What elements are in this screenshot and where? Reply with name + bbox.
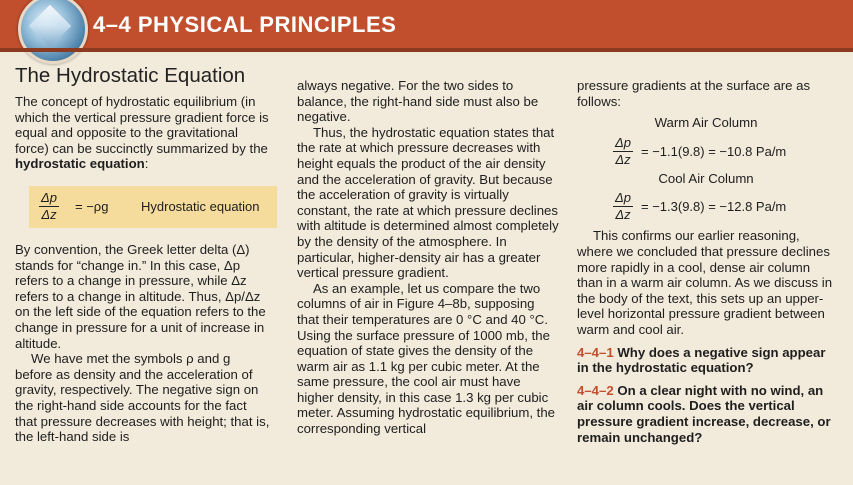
equation-fraction: $\frac{\Delta p}{\Delta z}$ (41, 189, 57, 222)
warm-column-label: Warm Air Column (654, 115, 758, 131)
column-3 (577, 78, 835, 445)
symbols-paragraph: We have met the symbols ρ and g before as density and the acceleration of gravity, respectively. The negative sign on the right-hand side accounts for the fact that pressure decreases with height; that is, the left-hand side is (15, 351, 270, 445)
warm-column-equation: $\frac{\Delta p}{\Delta z}$ = −1.1(9.8) = −10.8 Pa/m (615, 134, 787, 167)
section-title: 4–4 PHYSICAL PRINCIPLES (93, 12, 397, 37)
crystal-logo-icon (18, 0, 88, 64)
column-1 (15, 64, 270, 445)
continuation-paragraph: always negative. For the two sides to balance, the right-hand side must also be negative. (297, 78, 539, 125)
section-header (0, 0, 853, 52)
header-divider (0, 48, 853, 52)
delta-paragraph: By convention, the Greek letter delta (Δ) stands for “change in.” In this case, Δp refers to a change in pressure, while Δz refers to a change in altitude. Thus, Δp/Δz on the left side of the equation refers to the change in pressure for a unit of increase in altitude. (15, 241, 266, 351)
equation-label: Hydrostatic equation (141, 198, 260, 214)
question-2: 4–4–2 On a clear night with no wind, an air column cools. Does the vertical pressure gradient increase, decrease, or remain unchanged? (577, 382, 831, 445)
example-paragraph: As an example, let us compare the two columns of air in Figure 4–8b, supposing that their temperatures are 0 °C and 40 °C. Using the surface pressure of 1000 mb, the equation of state gives the density of the warm air as 1.1 kg per cubic meter. At the same pressure, the cool air must have higher density, in this case 1.3 kg per cubic meter. Assuming hydrostatic equilibrium, the corresponding vertical (297, 280, 556, 437)
equation-rhs: = −ρg (75, 198, 109, 214)
cool-column-label: Cool Air Column (658, 170, 754, 186)
conclusion-paragraph: This confirms our earlier reasoning, where we concluded that pressure declines more rapidly in a cool, dense air column than in a warm air column. As we discuss in the body of the text, this sets up an upper-level horizontal pressure gradient between warm and cool air. (577, 228, 833, 337)
section-heading: The Hydrostatic Equation (15, 64, 246, 87)
cool-column-equation: $\frac{\Delta p}{\Delta z}$ = −1.3(9.8) = −12.8 Pa/m (615, 190, 787, 223)
hydrostatic-equation-box (29, 186, 277, 228)
intro-paragraph: The concept of hydrostatic equilibrium (in which the vertical pressure gradient force is equal and opposite to the gravitational force) can be succinctly summarized by the hydrostatic equation: (15, 94, 269, 172)
hydrostatic-statement-paragraph: Thus, the hydrostatic equation states that the rate at which pressure decreases with height equals the product of the air density and the acceleration of gravity. But because the acceleration of gravity is virtually constant, the rate at which pressure declines with altitude is determined almost completely by the density of the atmosphere. In particular, higher-density air has a greater vertical pressure gradient. (297, 124, 559, 281)
question-1: 4–4–1 Why does a negative sign appear in the hydrostatic equation? (577, 344, 826, 376)
gradients-intro: pressure gradients at the surface are as follows: (577, 78, 811, 109)
column-2 (297, 78, 559, 437)
